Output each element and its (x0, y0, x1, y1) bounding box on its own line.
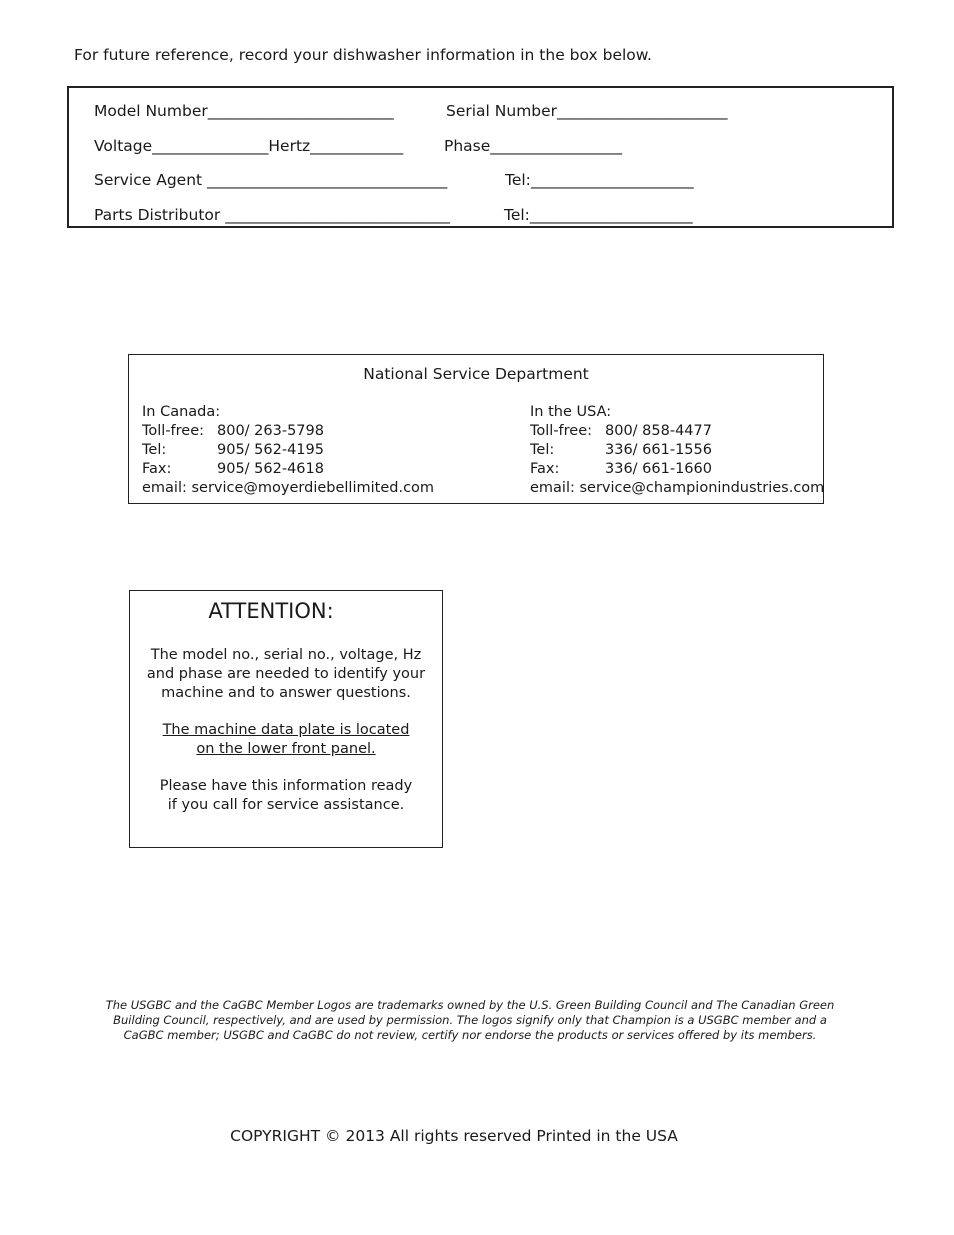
copyright-line: COPYRIGHT © 2013 All rights reserved Printed in the USA (230, 1127, 678, 1145)
service-agent-tel-field: Tel:_____________________ (505, 171, 694, 189)
serial-number-field: Serial Number______________________ (446, 102, 728, 120)
disclaimer-line: The USGBC and the CaGBC Member Logos are trademarks owned by the U.S. Green Building Council and The Canadian Green (105, 998, 835, 1012)
canada-fax: 905/ 562-4618 (217, 461, 324, 477)
usa-fax: 336/ 661-1660 (605, 461, 712, 477)
usa-heading: In the USA: (530, 404, 612, 420)
usa-fax-row (530, 460, 824, 479)
usa-tollfree: 800/ 858-4477 (605, 423, 712, 439)
service-agent-field: Service Agent _______________________________ (94, 171, 448, 189)
attention-line: if you call for service assistance. (167, 797, 405, 813)
attention-line: on the lower front panel. (196, 741, 376, 757)
attention-title: ATTENTION: (208, 599, 334, 623)
tel-label: Tel: (530, 442, 555, 458)
parts-distributor-tel-field: Tel:_____________________ (504, 206, 693, 224)
attention-para-3 (130, 777, 442, 815)
dishwasher-info-box (67, 86, 894, 228)
canada-tollfree-row (142, 422, 434, 441)
usa-email: email: service@championindustries.com (530, 480, 825, 496)
attention-para-2 (130, 721, 442, 759)
tollfree-label: Toll-free: (530, 423, 593, 439)
trademark-disclaimer (80, 998, 860, 1043)
service-title: National Service Department (363, 365, 589, 383)
attention-line: Please have this information ready (159, 778, 413, 794)
canada-tollfree: 800/ 263-5798 (217, 423, 324, 439)
usa-contact (530, 403, 824, 498)
tollfree-label: Toll-free: (142, 423, 205, 439)
fax-label: Fax: (142, 461, 172, 477)
canada-contact (142, 403, 434, 498)
usa-tel: 336/ 661-1556 (605, 442, 712, 458)
voltage-hertz-field: Voltage_______________Hertz____________ (94, 137, 404, 155)
usa-tollfree-row (530, 422, 824, 441)
intro-text: For future reference, record your dishwasher information in the box below. (74, 46, 652, 64)
attention-line: and phase are needed to identify your (146, 666, 426, 682)
attention-line: machine and to answer questions. (161, 685, 411, 701)
canada-email: email: service@moyerdiebellimited.com (142, 480, 435, 496)
attention-para-1 (130, 646, 442, 703)
attention-line: The machine data plate is located (162, 722, 410, 738)
attention-line: The model no., serial no., voltage, Hz (150, 647, 422, 663)
national-service-box (128, 354, 824, 504)
attention-box (129, 590, 443, 848)
canada-tel-row (142, 441, 434, 460)
phase-field: Phase_________________ (444, 137, 623, 155)
usa-tel-row (530, 441, 824, 460)
model-number-field: Model Number________________________ (94, 102, 394, 120)
disclaimer-line: CaGBC member; USGBC and CaGBC do not review, certify nor endorse the products or services offered by its members. (123, 1028, 817, 1042)
canada-tel: 905/ 562-4195 (217, 442, 324, 458)
canada-fax-row (142, 460, 434, 479)
disclaimer-line: Building Council, respectively, and are used by permission. The logos signify only that Champion is a USGBC member and a (113, 1013, 827, 1027)
parts-distributor-field: Parts Distributor _____________________________ (94, 206, 450, 224)
fax-label: Fax: (530, 461, 560, 477)
canada-heading: In Canada: (142, 404, 221, 420)
tel-label: Tel: (142, 442, 167, 458)
